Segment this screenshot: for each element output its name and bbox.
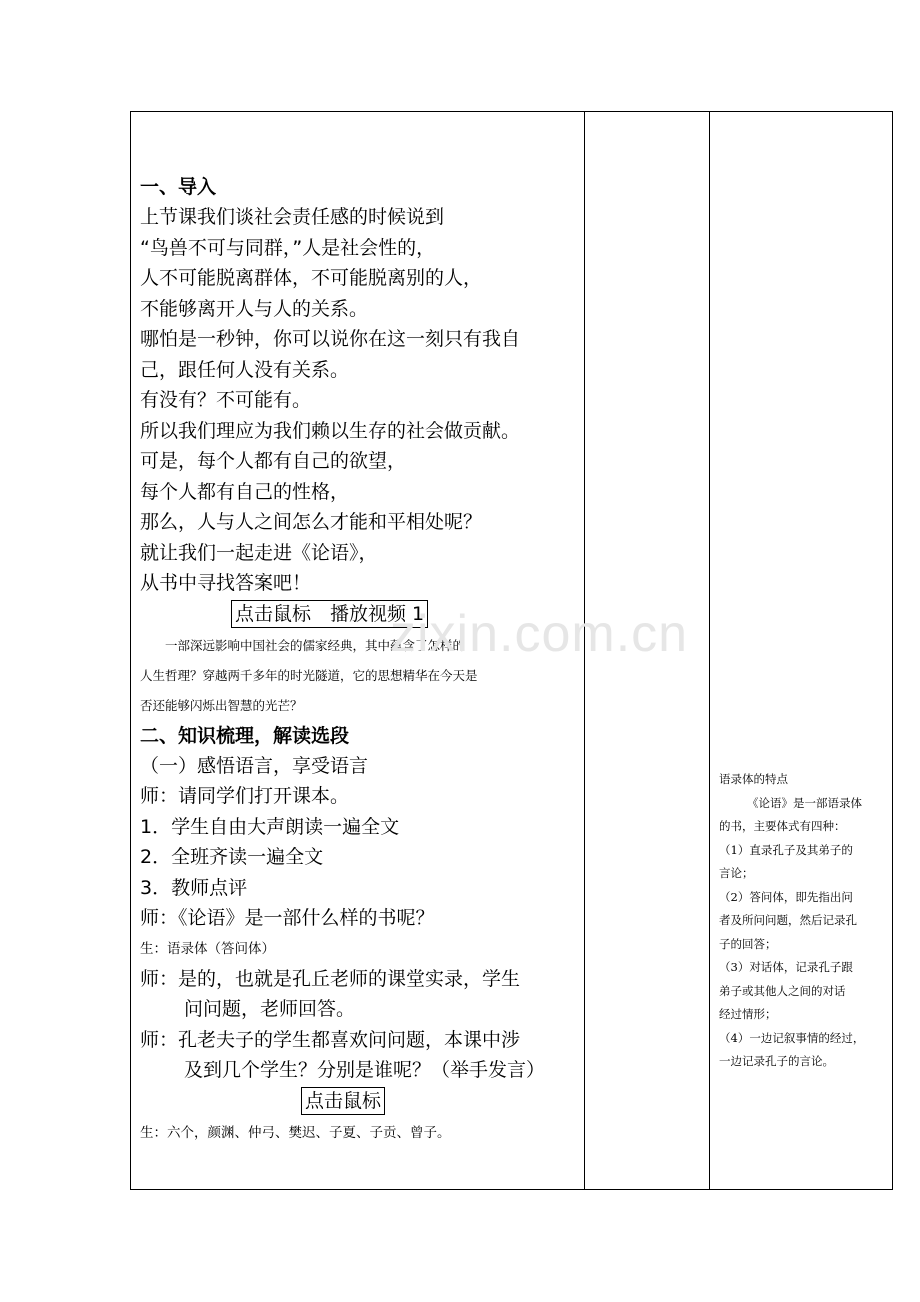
- text-line: 不能够离开人与人的关系。: [140, 297, 369, 320]
- intro-paragraph-line: 一部深远影响中国社会的儒家经典，其中蕴含了怎样的: [140, 637, 466, 653]
- text-line: 可是，每个人都有自己的欲望，: [140, 450, 407, 472]
- text-line: 所以我们理应为我们赖以生存的社会做贡献。: [140, 419, 521, 442]
- notes-line: 的书，主要体式有四种：: [719, 819, 846, 833]
- notes-line: 经过情形；: [719, 1007, 777, 1021]
- text-line: 那么，人与人之间怎么才能和平相处呢？: [140, 511, 483, 533]
- student-answer: 生：六个，颜渊、仲弓、樊迟、子夏、子贡、曾子。: [140, 1124, 451, 1141]
- text-line: 每个人都有自己的性格，: [140, 480, 350, 503]
- text-line: 上节课我们谈社会责任感的时候说到: [140, 206, 445, 228]
- section2-subheading: （一）感悟语言，享受语言: [140, 754, 369, 777]
- text-line: 1．学生自由大声朗读一遍全文: [140, 815, 400, 838]
- notes-line: （1）直录孔子及其弟子的: [719, 842, 853, 857]
- click-mouse-button[interactable]: 点击鼠标: [301, 1087, 385, 1115]
- text-line: 师：请同学们打开课本。: [140, 785, 350, 807]
- text-line: “鸟兽不可与同群，”人是社会性的，: [140, 236, 436, 259]
- notes-title: 语录体的特点: [719, 772, 788, 786]
- teacher-line: 师：是的，也就是孔丘老师的课堂实录，学生: [140, 967, 521, 990]
- text-line: 己，跟任何人没有关系。: [140, 358, 350, 381]
- click-button-row: [140, 1086, 580, 1118]
- intro-paragraph-line: 人生哲理？穿越两千多年的时光隧道，它的思想精华在今天是: [140, 667, 478, 683]
- play-video-button[interactable]: 点击鼠标 播放视频 1: [231, 600, 428, 628]
- notes-line: （3）对话体，记录孔子跟: [719, 960, 853, 974]
- notes-line: 弟子或其他人之间的对话: [719, 983, 846, 998]
- notes-line: （4）一边记叙事情的经过，: [719, 1030, 865, 1045]
- notes-line: 一边记录孔子的言论。: [719, 1054, 834, 1068]
- intro-heading: 一、导入: [140, 176, 217, 198]
- column-divider: [709, 112, 710, 1189]
- text-line: 哪怕是一秒钟，你可以说你在这一刻只有我自: [140, 328, 521, 350]
- text-line: 就让我们一起走进《论语》，: [140, 541, 378, 564]
- notes-column: [719, 768, 889, 1074]
- teacher-line: 师：孔老夫子的学生都喜欢问问题，本课中涉: [140, 1028, 521, 1051]
- teacher-line: 及到几个学生？分别是谁呢？（举手发言）: [184, 1059, 546, 1081]
- text-line: 人不可能脱离群体，不可能脱离别的人，: [140, 267, 483, 289]
- notes-line: 《论语》是一部语录体: [747, 795, 862, 810]
- teacher-line: 问问题，老师回答。: [184, 998, 356, 1020]
- text-line: 3．教师点评: [140, 876, 248, 899]
- student-answer: 生：语录体（答问体）: [140, 940, 275, 957]
- watermark: zixin.com.cn: [390, 605, 689, 663]
- text-line: 师：《论语》是一部什么样的书呢？: [140, 907, 435, 929]
- notes-line: （2）答问体，即先指出问: [719, 889, 853, 904]
- section2-heading: 二、知识梳理，解读选段: [140, 724, 350, 747]
- text-line: 2．全班齐读一遍全文: [140, 846, 324, 868]
- text-line: 有没有？不可能有。: [140, 389, 312, 411]
- notes-line: 言论；: [719, 866, 754, 880]
- text-line: 从书中寻找答案吧！: [140, 572, 312, 594]
- notes-line: 者及所问问题，然后记录孔: [719, 913, 857, 927]
- notes-line: 子的回答；: [719, 936, 777, 951]
- intro-paragraph-line: 否还能够闪烁出智慧的光芒？: [140, 697, 303, 713]
